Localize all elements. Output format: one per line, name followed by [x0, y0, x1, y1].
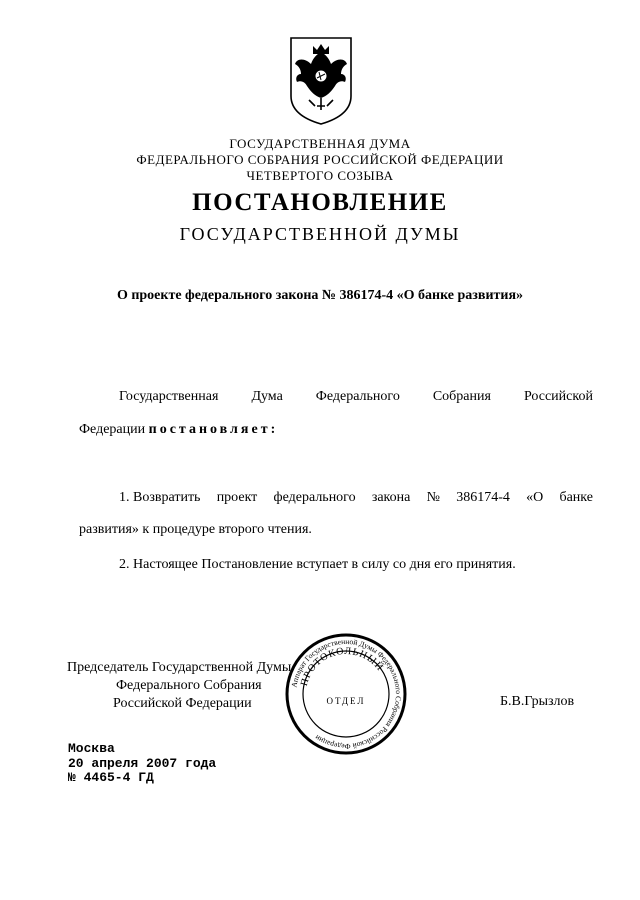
item-1-word: проект — [216, 490, 258, 505]
parliament-name: ГОСУДАРСТВЕННАЯ ДУМА — [229, 136, 411, 151]
item-1-word: «О — [526, 490, 544, 505]
svg-text:ПРОТОКОЛЬНЫЙ: ПРОТОКОЛЬНЫЙ — [298, 645, 386, 688]
svg-text:Аппарат Государственной Думы Ф: Аппарат Государственной Думы Федерального Собрания Российской Федерации — [289, 636, 404, 752]
item-1-word: 1. Возвратить — [119, 490, 201, 505]
official-stamp-icon — [284, 632, 408, 756]
preamble-word: Государственная — [119, 389, 219, 404]
item-1-word: 386174-4 — [456, 490, 510, 505]
place: Москва — [68, 741, 115, 756]
parliament-assembly: ФЕДЕРАЛЬНОГО СОБРАНИЯ РОССИЙСКОЙ ФЕДЕРАЦИИ — [136, 152, 504, 167]
item-2: 2. Настоящее Постановление вступает в силу со дня его принятия. — [119, 557, 516, 572]
preamble-line-2 — [79, 421, 278, 439]
signatory-title-line-1: Председатель Государственной Думы — [67, 660, 292, 675]
item-1-line-1 — [119, 489, 593, 507]
item-1-word: банке — [559, 490, 593, 505]
signatory-title-line-3: Российской Федерации — [113, 696, 252, 711]
date: 20 апреля 2007 года — [68, 756, 217, 771]
preamble-federation: Федерации — [79, 422, 149, 437]
document-subtitle: ГОСУДАРСТВЕННОЙ ДУМЫ — [179, 224, 461, 244]
item-1-word: федерального — [273, 490, 356, 505]
signatory-title-line-2: Федерального Собрания — [116, 678, 262, 693]
svg-text:ОТДЕЛ: ОТДЕЛ — [326, 696, 366, 706]
preamble-word: Российской — [523, 389, 593, 404]
item-1-word: № — [426, 490, 440, 505]
document-subject: О проекте федерального закона № 386174-4 «О банке развития» — [116, 288, 524, 303]
preamble-word: Федерального — [315, 389, 400, 404]
preamble-line-1 — [119, 388, 593, 406]
document-number: № 4465-4 ГД — [68, 770, 154, 785]
item-1-word: закона — [371, 490, 411, 505]
convocation: ЧЕТВЕРТОГО СОЗЫВА — [246, 168, 394, 183]
item-1-line-2: развития» к процедуре второго чтения. — [79, 522, 312, 537]
preamble-word: Собрания — [432, 389, 491, 404]
preamble-resolves: постановляет: — [148, 422, 279, 437]
signatory-name: Б.В.Грызлов — [500, 694, 575, 709]
document-title: ПОСТАНОВЛЕНИЕ — [192, 189, 448, 216]
coat-of-arms-icon — [287, 34, 355, 126]
preamble-word: Дума — [251, 389, 283, 404]
